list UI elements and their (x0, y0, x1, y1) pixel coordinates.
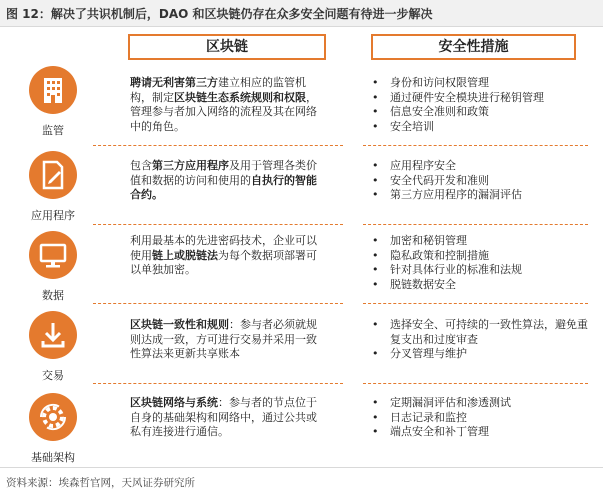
measure-item: • 隐私政策和控制措施 (370, 249, 590, 264)
bold-text-segment: 区块链网络与系统 (130, 396, 218, 409)
text-segment: 建立相应的监管机构，制定 (130, 76, 306, 104)
figure-title: 图 12：解决了共识机制后，DAO 和区块链仍存在众多安全问题有待进一步解决 (6, 7, 433, 21)
measure-item: • 选择安全、可持续的一致性算法，避免重复支出和过度审查 (370, 318, 590, 347)
bold-text-segment: 自执行的智能合约。 (130, 173, 317, 201)
measures-list (370, 234, 590, 292)
measure-item: • 分叉管理与维护 (370, 347, 590, 362)
figure-title-bar (0, 0, 603, 27)
measure-item: • 加密和秘钥管理 (370, 234, 590, 249)
row-divider (93, 383, 343, 384)
row-label: 监管 (42, 124, 64, 137)
measure-item: • 信息安全准则和政策 (370, 105, 590, 120)
measure-item: • 脱链数据安全 (370, 278, 590, 293)
measures-list (370, 159, 590, 203)
measure-item: • 应用程序安全 (370, 159, 590, 174)
blockchain-cell (130, 159, 327, 203)
blockchain-cell (130, 76, 327, 134)
download-icon (29, 311, 77, 359)
measure-item: • 端点安全和补丁管理 (370, 425, 590, 440)
row-divider (363, 383, 588, 384)
header-blockchain: 区块链 (128, 34, 326, 60)
building-icon (29, 66, 77, 114)
source-text: 资料来源：埃森哲官网，天风证券研究所 (6, 477, 195, 489)
measure-item: • 日志记录和监控 (370, 411, 590, 426)
monitor-icon (29, 231, 77, 279)
measure-item: • 针对具体行业的标准和法规 (370, 263, 590, 278)
bold-text-segment: 链上或脱链法 (152, 248, 218, 262)
blockchain-cell (130, 234, 327, 278)
text-segment: 及用于管理各类价值和数据的访问和使用的 (130, 159, 317, 187)
row-label: 交易 (42, 369, 64, 382)
row-divider (363, 224, 588, 225)
bold-text-segment: 区块链生态系统规则和权限 (174, 90, 306, 104)
text-segment: ，管理参与者加入网络的流程及其在网络中的角色。 (130, 90, 317, 133)
row-divider (93, 145, 343, 146)
blockchain-cell (130, 396, 327, 440)
row-divider (93, 224, 343, 225)
measures-list (370, 76, 590, 134)
document-edit-icon (29, 151, 77, 199)
measure-item: • 安全代码开发和准则 (370, 174, 590, 189)
bold-text-segment: 第三方应用程序 (152, 159, 229, 172)
gear-cycle-icon (29, 393, 77, 441)
measures-list (370, 396, 590, 440)
source-footer (0, 467, 603, 489)
text-segment: ：参与者的节点位于自身的基础架构和网络中，通过公共或私有连接进行通信。 (130, 396, 317, 438)
text-segment: ：参与者必须就规则达成一致，方可进行交易并采用一致性算法来更新共享账本 (130, 318, 317, 360)
measure-item: • 第三方应用程序的漏洞评估 (370, 188, 590, 203)
row-label: 基础架构 (31, 451, 75, 464)
text-segment: 包含 (130, 159, 152, 172)
blockchain-cell (130, 318, 327, 362)
bold-text-segment: 聘请无利害第三方 (130, 76, 218, 89)
row-divider (363, 145, 588, 146)
row-label: 数据 (42, 289, 64, 302)
header-security: 安全性措施 (371, 34, 576, 60)
measure-item: • 安全培训 (370, 120, 590, 135)
row-label: 应用程序 (31, 209, 75, 222)
bold-text-segment: 区块链一致性和规则 (130, 318, 229, 331)
measure-item: • 定期漏洞评估和渗透测试 (370, 396, 590, 411)
row-divider (93, 303, 343, 304)
text-segment: 利用最基本的先进密码技术，企业可以使用 (130, 234, 317, 262)
measure-item: • 身份和访问权限管理 (370, 76, 590, 91)
measure-item: • 通过硬件安全模块进行秘钥管理 (370, 91, 590, 106)
row-divider (363, 303, 588, 304)
measures-list (370, 318, 590, 362)
text-segment: 为每个数据项部署可以单独加密。 (130, 248, 317, 276)
